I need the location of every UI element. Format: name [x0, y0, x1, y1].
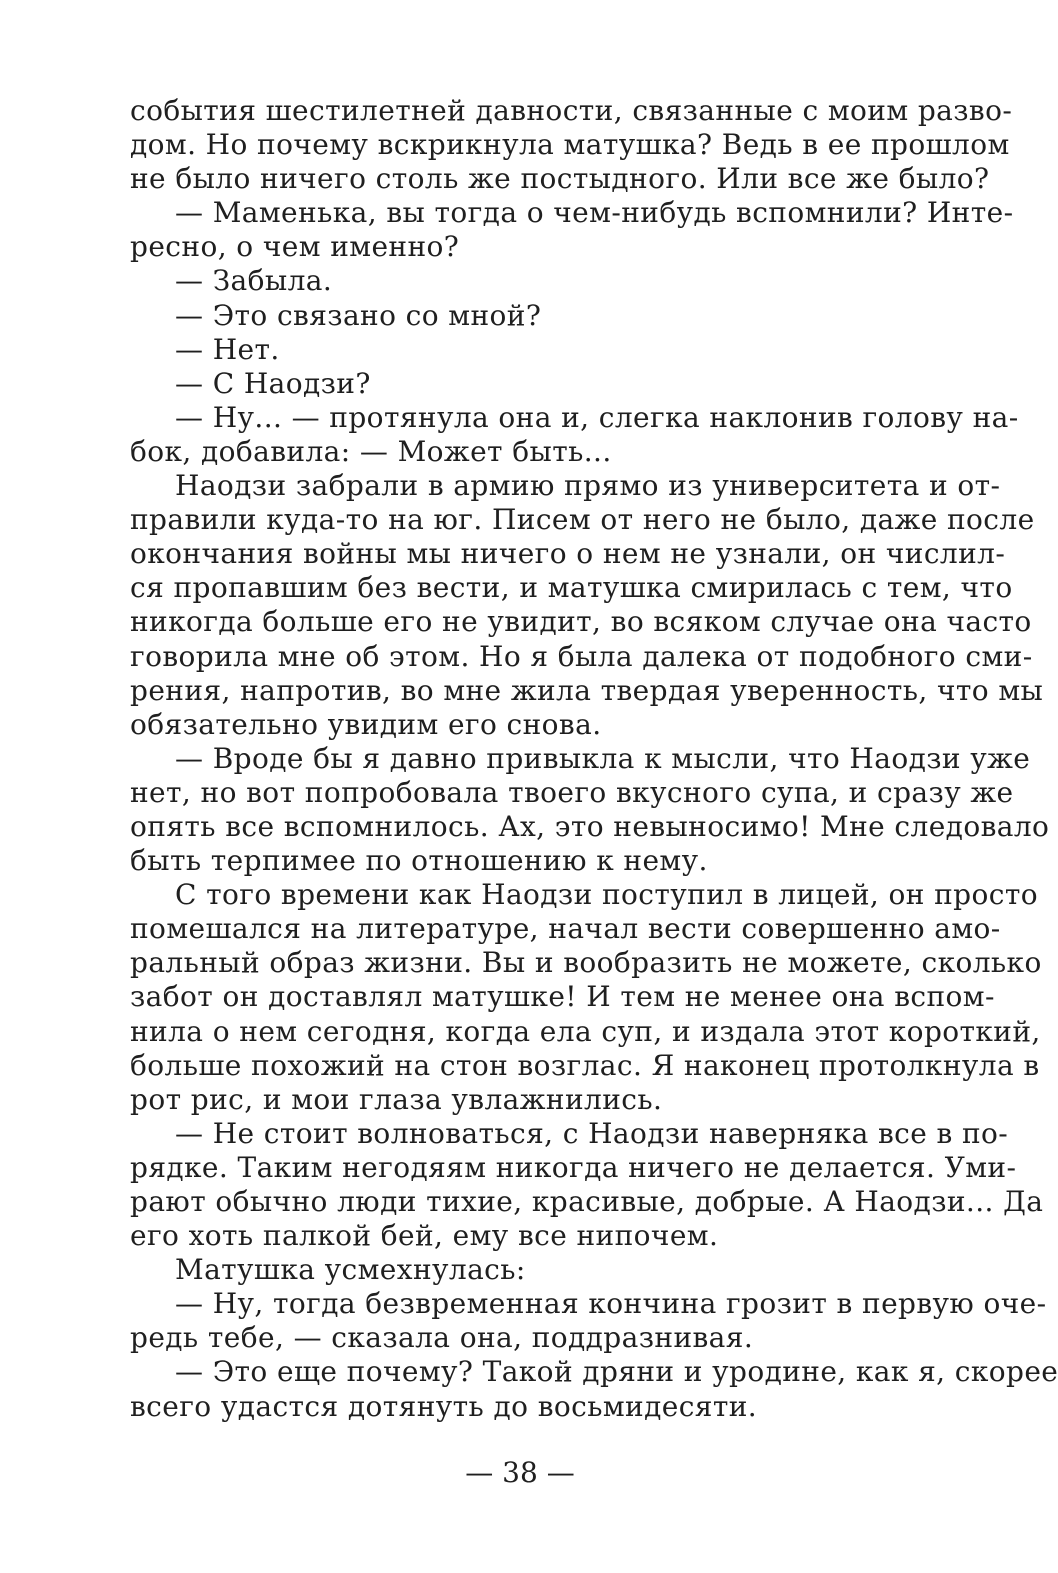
text-line: рают обычно люди тихие, красивые, добрые. А Наодзи... Да	[130, 1185, 1044, 1218]
text-line: дом. Но почему вскрикнула матушка? Ведь в ее прошлом	[130, 128, 1010, 162]
text-line: — Нет.	[175, 332, 280, 366]
text-line: рядке. Таким негодяям никогда ничего не делается. Уми-	[130, 1150, 1017, 1184]
text-line: — С Наодзи?	[175, 366, 371, 400]
text-line: — Забыла.	[175, 264, 333, 298]
text-line: опять все вспомнилось. Ах, это невыносимо! Мне следовало	[130, 809, 1050, 843]
text-line: говорила мне об этом. Но я была далека от подобного сми-	[130, 639, 1033, 673]
text-line: — Не стоит волноваться, с Наодзи наверняка все в по-	[175, 1116, 1009, 1150]
text-line: правили куда-то на юг. Писем от него не было, даже после	[130, 503, 1035, 537]
text-line: рения, напротив, во мне жила твердая уверенность, что мы	[130, 673, 1044, 707]
text-line: ресно, о чем именно?	[130, 230, 460, 264]
text-line: — Это связано со мной?	[175, 298, 542, 332]
text-line: его хоть палкой бей, ему все нипочем.	[130, 1219, 719, 1253]
text-line: нила о нем сегодня, когда ела суп, и издала этот короткий,	[130, 1014, 1041, 1048]
body-text	[130, 94, 1058, 1424]
text-line: ральный образ жизни. Вы и вообразить не можете, сколько	[130, 946, 1042, 980]
text-line: Матушка усмехнулась:	[175, 1253, 526, 1287]
text-line: нет, но вот попробовала твоего вкусного супа, и сразу же	[130, 775, 1014, 809]
text-line: всего удастся дотянуть до восьмидесяти.	[130, 1389, 758, 1423]
text-line: не было ничего столь же постыдного. Или все же было?	[130, 162, 990, 196]
text-line: события шестилетней давности, связанные с моим разво-	[130, 94, 1013, 127]
text-line: Наодзи забрали в армию прямо из университета и от-	[175, 469, 1001, 503]
text-line: окончания войны мы ничего о нем не узнали, он числил-	[130, 537, 1006, 571]
page-number: — 38 —	[465, 1456, 575, 1489]
text-line: — Ну, тогда безвременная кончина грозит в первую оче-	[175, 1287, 1047, 1321]
text-line: — Ну... — протянула она и, слегка наклонив голову на-	[175, 400, 1019, 434]
text-line: — Это еще почему? Такой дряни и уродине, как я, скорее	[175, 1355, 1058, 1389]
text-line: забот он доставлял матушке! И тем не менее она вспом-	[130, 980, 995, 1014]
text-line: бок, добавила: — Может быть...	[130, 434, 612, 468]
text-line: быть терпимее по отношению к нему.	[130, 844, 708, 878]
text-line: С того времени как Наодзи поступил в лицей, он просто	[175, 878, 1038, 912]
text-line: обязательно увидим его снова.	[130, 707, 602, 741]
text-line: рот рис, и мои глаза увлажнились.	[130, 1082, 663, 1116]
text-line: — Вроде бы я давно привыкла к мысли, что Наодзи уже	[175, 741, 1031, 775]
text-line: редь тебе, — сказала она, поддразнивая.	[130, 1321, 754, 1355]
text-line: больше похожий на стон возглас. Я наконец протолкнула в	[130, 1048, 1040, 1082]
text-line: помешался на литературе, начал вести совершенно амо-	[130, 912, 1001, 946]
text-line: — Маменька, вы тогда о чем-нибудь вспомнили? Инте-	[175, 196, 1014, 230]
text-line: никогда больше его не увидит, во всяком случае она часто	[130, 605, 1032, 639]
text-line: ся пропавшим без вести, и матушка смирилась с тем, что	[130, 571, 1013, 605]
